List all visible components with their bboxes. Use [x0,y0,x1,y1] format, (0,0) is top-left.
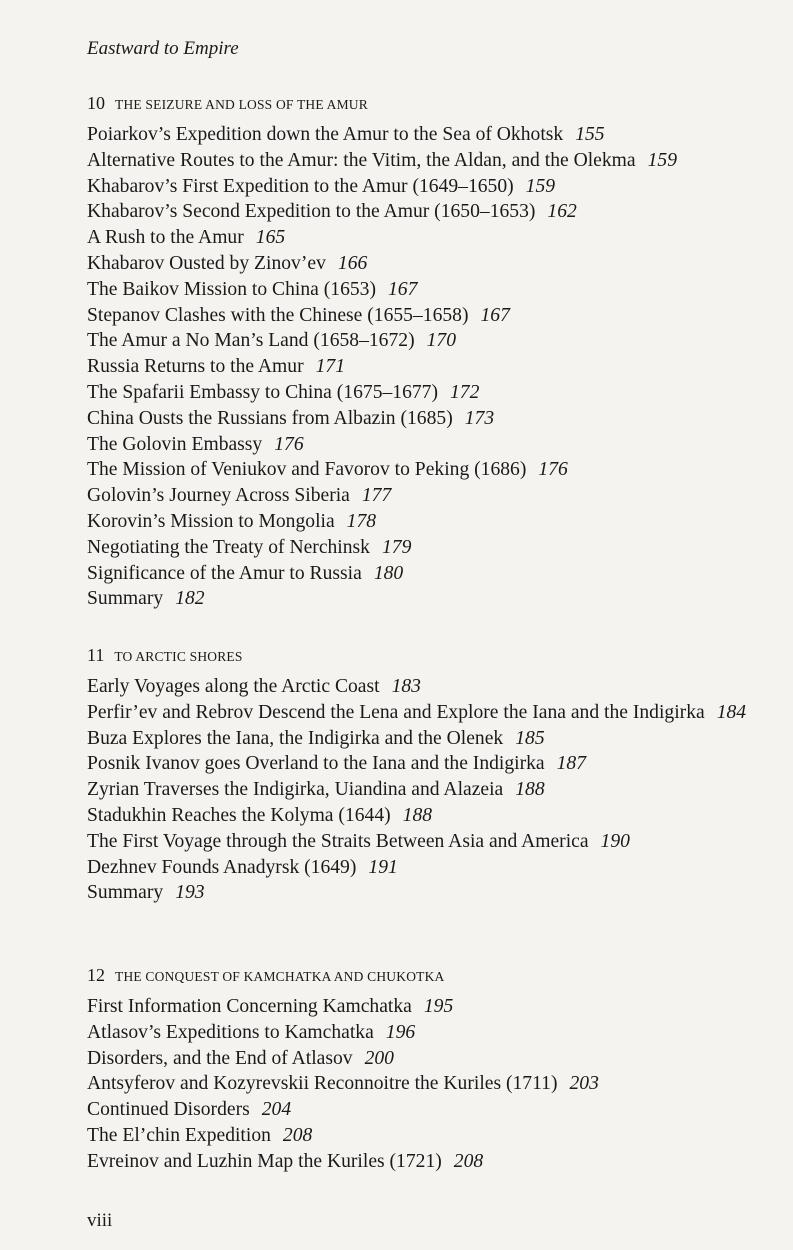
entry-page: 188 [515,779,545,801]
section-heading [87,962,767,988]
entry-title: Summary [87,588,164,610]
toc-entry [87,277,767,303]
entry-page: 162 [547,201,577,223]
toc-entry [87,457,767,483]
entry-title: Continued Disorders [87,1099,250,1121]
entry-title: Summary [87,882,164,904]
entry-title: Alternative Routes to the Amur: the Vitim, the Aldan, and the Olekma [87,149,636,171]
entry-title: Perfir’ev and Rebrov Descend the Lena and Explore the Iana and the Indigirka [87,701,705,723]
entry-title: Khabarov Ousted by Zinov’ev [87,252,326,274]
entry-title: Evreinov and Luzhin Map the Kuriles (1721) [87,1150,442,1172]
entry-title: Buza Explores the Iana, the Indigirka and the Olenek [87,727,504,749]
entry-page: 182 [175,588,205,610]
entry-title: Khabarov’s First Expedition to the Amur (1649–1650) [87,175,514,197]
entry-title: Posnik Ivanov goes Overland to the Iana and the Indigirka [87,753,545,775]
toc-entry [87,483,767,509]
toc-entry [87,535,767,561]
chapter-number: 12 [87,965,105,985]
entry-title: Poiarkov’s Expedition down the Amur to the Sea of Okhotsk [87,124,564,145]
entry-page: 180 [373,562,404,584]
entry-title: The Baikov Mission to China (1653) [87,278,376,300]
entry-page: 195 [423,996,454,1017]
entry-title: First Information Concerning Kamchatka [87,996,412,1017]
toc-entry [87,855,767,881]
entry-page: 159 [647,149,678,171]
entry-page: 179 [381,536,412,558]
entry-title: Negotiating the Treaty of Nerchinsk [87,536,370,558]
toc-entry [87,726,767,752]
toc-entry [87,432,767,458]
entry-title: The El’chin Expedition [87,1124,271,1146]
chapter-number: 11 [87,645,105,665]
entry-page: 165 [255,227,286,249]
toc-section-10 [87,90,767,612]
entry-page: 159 [525,175,556,197]
entry-title: The Spafarii Embassy to China (1675–1677) [87,381,438,403]
entry-title: The Mission of Veniukov and Favorov to Peking (1686) [87,459,527,481]
entry-title: Khabarov’s Second Expedition to the Amur (1650–1653) [87,201,536,223]
entry-title: Stadukhin Reaches the Kolyma (1644) [87,804,391,826]
entry-title: Zyrian Traverses the Indigirka, Uiandina and Alazeia [87,779,504,801]
entry-title: Disorders, and the End of Atlasov [87,1047,353,1069]
toc-entry [87,148,767,174]
toc-entry [87,1149,767,1175]
running-head: Eastward to Empire [87,38,239,59]
section-heading [87,90,767,116]
toc-entry [87,994,767,1020]
entry-page: 172 [450,381,480,403]
toc-entry [87,406,767,432]
entry-page: 170 [426,330,456,352]
toc-entry [87,354,767,380]
toc-entry [87,1123,767,1149]
entry-title: China Ousts the Russians from Albazin (1685) [87,407,453,429]
entry-page: 208 [453,1150,484,1172]
section-heading [87,642,767,668]
entry-title: Dezhnev Founds Anadyrsk (1649) [87,856,357,878]
entry-title: The Golovin Embassy [87,433,263,455]
entry-page: 190 [600,830,630,852]
entry-page: 176 [538,459,568,481]
entry-title: Korovin’s Mission to Mongolia [87,510,335,532]
entry-page: 183 [391,676,421,697]
entry-page: 177 [361,485,392,507]
entry-page: 173 [464,407,495,429]
toc-entry [87,880,767,906]
entry-title: Antsyferov and Kozyrevskii Reconnoitre the Kuriles (1711) [87,1073,558,1095]
entry-page: 188 [402,804,433,826]
toc-entry [87,225,767,251]
entry-page: 176 [274,433,304,455]
toc-entry [87,751,767,777]
toc-entry [87,1020,767,1046]
entry-title: The First Voyage through the Straits Between Asia and America [87,830,589,852]
entry-page: 178 [346,510,377,532]
toc-entry [87,509,767,535]
toc-entry [87,674,767,700]
toc-entry [87,251,767,277]
entry-title: Atlasov’s Expeditions to Kamchatka [87,1021,374,1043]
entry-page: 187 [556,753,587,775]
entry-page: 196 [385,1021,416,1043]
entry-page: 167 [388,278,418,300]
entry-title: The Amur a No Man’s Land (1658–1672) [87,330,415,352]
entry-page: 155 [575,124,605,145]
toc-entry [87,803,767,829]
toc-entry [87,777,767,803]
entry-page: 200 [364,1047,394,1069]
chapter-number: 10 [87,93,105,113]
entry-title: A Rush to the Amur [87,227,244,249]
entry-title: Golovin’s Journey Across Siberia [87,485,350,507]
toc-entry [87,1046,767,1072]
toc-section-12 [87,962,767,1175]
chapter-title: THE SEIZURE AND LOSS OF THE AMUR [115,97,368,112]
toc-entry [87,700,767,726]
toc-entry [87,561,767,587]
entry-title: Stepanov Clashes with the Chinese (1655–1658) [87,304,469,326]
toc-entry [87,328,767,354]
entry-title: Early Voyages along the Arctic Coast [87,676,380,697]
entry-page: 208 [282,1124,313,1146]
entry-title: Russia Returns to the Amur [87,356,304,378]
toc-entry [87,380,767,406]
toc-entry [87,1097,767,1123]
toc-entry [87,122,767,148]
chapter-title: TO ARCTIC SHORES [114,649,243,664]
entry-title: Significance of the Amur to Russia [87,562,362,584]
entry-page: 191 [368,856,398,878]
page-number: viii [87,1210,113,1231]
chapter-title: THE CONQUEST OF KAMCHATKA AND CHUKOTKA [115,969,445,984]
entry-page: 167 [480,304,510,326]
entry-page: 204 [261,1099,292,1121]
toc-section-11 [87,642,767,906]
entry-page: 203 [569,1073,599,1095]
toc-entry [87,303,767,329]
toc-entry [87,199,767,225]
toc-entry [87,829,767,855]
entry-page: 184 [716,701,747,723]
entry-page: 171 [315,356,346,378]
entry-page: 193 [175,882,205,904]
entry-page: 166 [337,252,368,274]
toc-entry [87,174,767,200]
toc-entry [87,586,767,612]
toc-entry [87,1071,767,1097]
entry-page: 185 [515,727,545,749]
